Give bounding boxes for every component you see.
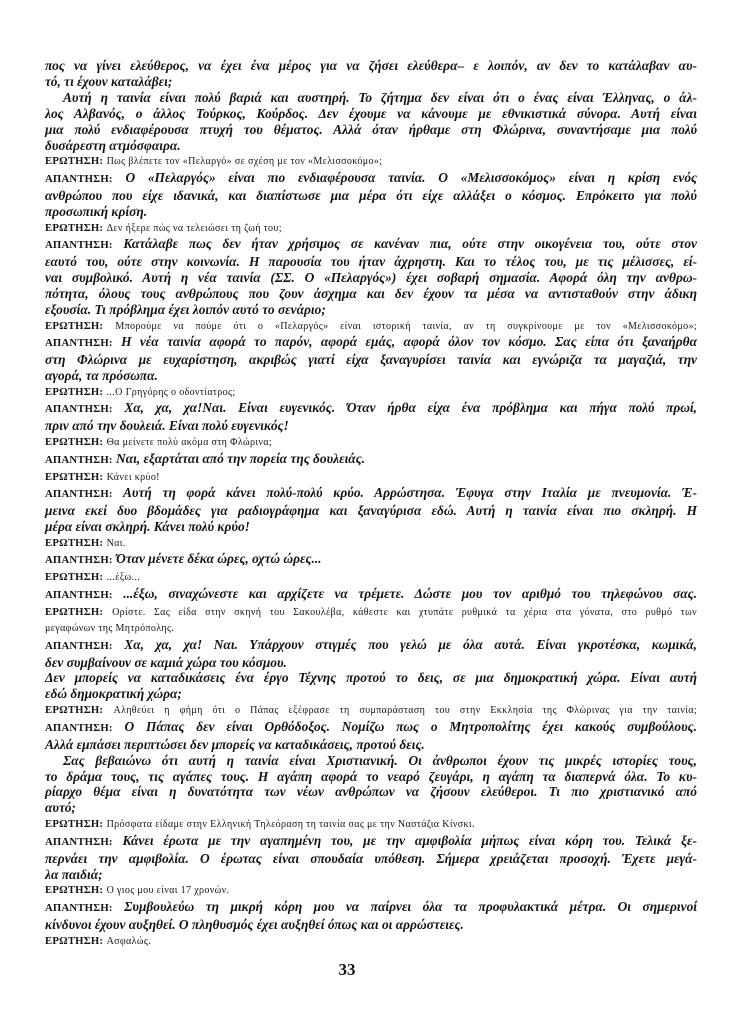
- answer-text: Όταν μένετε δέκα ώρες, οχτώ ώρες...: [116, 551, 322, 567]
- question-text: Ο γιος μου είναι 17 χρονών.: [106, 885, 230, 897]
- question: [45, 702, 697, 719]
- text-line: [45, 816, 697, 833]
- answer: [45, 236, 697, 318]
- question: [45, 318, 697, 335]
- answer-text: Ο Πάπας δεν είναι Ορθόδοξος. Νομίζω πως ο Μητροπολίτης έχει κακούς συμβούλους.: [124, 718, 697, 734]
- text-line: [45, 236, 697, 254]
- text-line: [45, 604, 697, 621]
- text-line: [45, 551, 697, 569]
- text-line: δεν συμβαίνουν σε καμιά χώρα του κόσμου.: [45, 654, 287, 670]
- text-line: μια πολύ ενδιαφέρουσα πτυχή του θέματος. Αλλά όταν ήρθαμε στη Φλώρινα, συναντήσαμε μια πολύ: [45, 121, 697, 137]
- text-line: [45, 569, 697, 586]
- question-label: ΕΡΩΤΗΣΗ:: [45, 536, 104, 549]
- body-paragraph: [45, 753, 697, 817]
- text-line: [45, 170, 697, 188]
- question: [45, 220, 697, 237]
- question: [45, 604, 697, 637]
- question: [45, 816, 697, 833]
- text-line: δυσάρεστη ατμόσφαιρα.: [45, 137, 181, 153]
- answer-label: ΑΠΑΝΤΗΣΗ:: [45, 721, 113, 734]
- question-text: Θα μείνετε πολύ ακόμα στη Φλώρινα;: [106, 437, 273, 449]
- text-line: λα παιδιά;: [45, 866, 103, 882]
- question-text: Ναι.: [106, 537, 126, 549]
- question-label: ΕΡΩΤΗΣΗ:: [45, 436, 104, 449]
- question-text: ...Ο Γρηγόρης ο οδοντίατρος;: [106, 386, 236, 398]
- text-line: [45, 899, 697, 917]
- question-text: Μπορούμε να πούμε ότι ο «Πελαργός» είναι ιστορική ταινία, αν τη συγκρίνουμε με τον «Μελισσοκόμο»;: [115, 320, 697, 332]
- answer: [45, 586, 697, 604]
- question-text: ...έξω...: [106, 572, 141, 584]
- text-line: ανθρώπου που είχε ιδανικά, και διαπίστωσε μια μέρα ότι είχε αλλάξει ο κόσμος. Επρόκειτο για πολύ: [45, 187, 697, 203]
- answer-label: ΑΠΑΝΤΗΣΗ:: [45, 901, 113, 914]
- text-line: [45, 933, 697, 950]
- text-line: ναι συμβολικό. Αυτή η νέα ταινία (ΣΣ. Ο «Πελαργός») έχει σοβαρή σημασία. Αφορά όλη την ανθρω-: [45, 269, 697, 285]
- answer-label: ΑΠΑΝΤΗΣΗ:: [45, 554, 113, 567]
- text-line: κίνδυνοι έχουν αυξηθεί. Ο πληθυσμός έχει αυξηθεί όπως και οι αρρώστειες.: [45, 916, 464, 932]
- text-line: ρίαρχο θέμα είναι η δυνατότητα των νέων ανθρώπων να ζήσουν ελεύθεροι. Τι πιο χριστιανικό από: [45, 784, 697, 800]
- answer: [45, 833, 697, 883]
- question-label: ΕΡΩΤΗΣΗ:: [45, 818, 104, 831]
- question: [45, 535, 697, 552]
- answer: [45, 334, 697, 384]
- question-label: ΕΡΩΤΗΣΗ:: [45, 385, 104, 398]
- answer-label: ΑΠΑΝΤΗΣΗ:: [45, 835, 113, 848]
- text-line: εδώ δημοκρατική χώρα;: [45, 686, 182, 702]
- answer-text: Συμβουλεύω τη μικρή κόρη μου να παίρνει όλα τα προφυλακτικά μέτρα. Οι σημερινοί: [124, 898, 697, 914]
- text-line: εαυτό του, ούτε στην κοινωνία. Η παρουσία του ήταν άχρηστη. Και το τέλος του, με τις μέλισσες, εί-: [45, 254, 697, 270]
- question-label: ΕΡΩΤΗΣΗ:: [45, 934, 104, 947]
- answer-text: Χα, χα, χα!Ναι. Είναι ευγενικός. Όταν ήρθα είχα ένα πρόβλημα και πήγα πολύ πρωί,: [124, 400, 697, 416]
- text-line: [45, 334, 697, 352]
- answer: [45, 551, 697, 569]
- question-text: Πρόσφατα είδαμε στην Ελληνική Τηλεόραση τη ταινία σας με την Ναστάζια Κίνσκι.: [106, 819, 475, 831]
- question: [45, 384, 697, 401]
- text-line: [45, 384, 697, 401]
- question-text: Ορίστε. Σας είδα στην σκηνή του Σακουλέβα, κάθεστε και χτυπάτε ρυθμικά τα χέρια στα γόνατα, στο ρυθμό των: [112, 606, 697, 618]
- answer: [45, 485, 697, 535]
- answer-text: Η νέα ταινία αφορά το παρόν, αφορά εμάς, αφορά όλον τον κόσμο. Σας είπα ότι ξαναήρθα: [121, 334, 697, 350]
- text-line: [45, 400, 697, 418]
- question: [45, 569, 697, 586]
- text-line: [45, 153, 697, 170]
- question-label: ΕΡΩΤΗΣΗ:: [45, 571, 104, 584]
- answer-label: ΑΠΑΝΤΗΣΗ:: [45, 488, 113, 501]
- text-line: [45, 719, 697, 737]
- text-line: [45, 451, 697, 469]
- text-line: πος να γίνει ελεύθερος, να έχει ένα μέρος για να ζήσει ελεύθερα– ε λοιπόν, αν δεν το κατάλαβαν αυ-: [45, 58, 697, 73]
- answer-text: Κατάλαβε πως δεν ήταν χρήσιμος σε κανέναν πια, ούτε στην οικογένεια του, ούτε στον: [123, 236, 697, 252]
- answer-label: ΑΠΑΝΤΗΣΗ:: [45, 337, 113, 350]
- question-text: Κάνει κρύο!: [106, 471, 160, 483]
- text-line: αγορά, τα πρόσωπα.: [45, 368, 158, 383]
- text-line: μέρα είναι σκληρή. Κάνει πολύ κρύο!: [45, 518, 250, 534]
- text-line: Δεν μπορείς να καταδικάσεις ένα έργο Τέχνης προτού το δεις, σε μια δημοκρατική χώρα. Είναι αυτή: [45, 670, 697, 686]
- text-line: [45, 702, 697, 719]
- question-text: Ασφαλώς.: [106, 935, 152, 947]
- answer-text: Χα, χα, χα! Ναι. Υπάρχουν στιγμές που γελώ με όλα αυτά. Είναι γκροτέσκα, κωμικά,: [124, 636, 697, 652]
- text-line: [45, 220, 697, 237]
- body-paragraph: [45, 90, 697, 154]
- text-line: [45, 637, 697, 655]
- answer-label: ΑΠΑΝΤΗΣΗ:: [45, 588, 113, 601]
- answer: [45, 400, 697, 434]
- text-line: [45, 535, 697, 552]
- text-line: [45, 620, 697, 637]
- answer: [45, 719, 697, 753]
- answer-label: ΑΠΑΝΤΗΣΗ:: [45, 403, 113, 416]
- answer: [45, 899, 697, 933]
- answer: [45, 170, 697, 220]
- answer-text: Ο «Πελαργός» είναι πιο ενδιαφέρουσα ταινία. Ο «Μελισσοκόμος» είναι η κρίση ενός: [125, 169, 697, 185]
- continued-paragraph: [45, 58, 697, 90]
- text-line: στη Φλώρινα με ευχαρίστηση, ακριβώς γιατί είχα ξαναγυρίσει ταινία και εγνώριζα τα μαγαζιά, την: [45, 352, 697, 368]
- question: [45, 882, 697, 899]
- body-paragraph: [45, 670, 697, 702]
- question-label: ΕΡΩΤΗΣΗ:: [45, 605, 104, 618]
- question-label: ΕΡΩΤΗΣΗ:: [45, 319, 104, 332]
- question-label: ΕΡΩΤΗΣΗ:: [45, 884, 104, 897]
- question: [45, 153, 697, 170]
- text-line: Αλλά εμπάσει περιπτώσει δεν μπορείς να καταδικάσεις, προτού δεις.: [45, 736, 425, 752]
- text-line: προσωπική κρίση.: [45, 203, 148, 219]
- question: [45, 434, 697, 451]
- answer-text: Κάνει έρωτα με την αγαπημένη του, με την αμφιβολία μήπως είναι κόρη του. Τελικά ξε-: [122, 832, 697, 848]
- text-line: πριν από την δουλειά. Είναι πολύ ευγενικός!: [45, 418, 289, 434]
- text-line: περνάει την αμφιβολία. Ο έρωτας είναι σπουδαία υπόθεση. Σήμερα χρειάζεται προσοχή. Έχετε μεγά-: [45, 850, 697, 866]
- question: [45, 933, 697, 950]
- text-line: μεινα εκεί δυο βδομάδες για ραδιογράφημα και ξαναγύρισα εδώ. Αυτή η ταινία είναι πιο σκληρή. Η: [45, 503, 697, 519]
- question-label: ΕΡΩΤΗΣΗ:: [45, 155, 104, 168]
- answer: [45, 451, 697, 469]
- answer-label: ΑΠΑΝΤΗΣΗ:: [45, 239, 113, 252]
- answer-label: ΑΠΑΝΤΗΣΗ:: [45, 172, 113, 185]
- answer-label: ΑΠΑΝΤΗΣΗ:: [45, 639, 113, 652]
- text-line: αυτό;: [45, 800, 76, 816]
- text-line: εξουσία. Τι πρόβλημα έχει λοιπόν αυτό το σενάριο;: [45, 301, 326, 317]
- answer-text: Αυτή τη φορά κάνει πολύ-πολύ κρύο. Αρρώστησα. Έφυγα στην Ιταλία με πνευμονία. Έ-: [122, 485, 697, 501]
- interview-text: [45, 58, 697, 949]
- question-text: Αληθεύει η φήμη ότι ο Πάπας εξέφρασε τη συμπαράσταση του στην Εκκλησία της Φλώρινας για την ταινία;: [113, 705, 697, 717]
- text-line: [45, 586, 697, 604]
- question-text: Δεν ήξερε πώς να τελειώσει τη ζωή του;: [106, 222, 282, 234]
- question-label: ΕΡΩΤΗΣΗ:: [45, 704, 104, 717]
- text-line: [45, 434, 697, 451]
- text-line: [45, 882, 697, 899]
- text-line: Αυτή η ταινία είναι πολύ βαριά και αυστηρή. Το ζήτημα δεν είναι ότι ο ένας είναι Έλληνας, ο άλ-: [63, 89, 697, 105]
- answer-label: ΑΠΑΝΤΗΣΗ:: [45, 453, 113, 466]
- question-label: ΕΡΩΤΗΣΗ:: [45, 221, 104, 234]
- text-line: Σας βεβαιώνω ότι αυτή η ταινία είναι Χριστιανική. Οι άνθρωποι έχουν τις μικρές ιστορίες τους,: [63, 752, 697, 768]
- text-line: [45, 469, 697, 486]
- text-line: [45, 318, 697, 335]
- page-number: 33: [338, 960, 356, 979]
- question-text: Πως βλέπετε τον «Πελαργό» σε σχέση με τον «Μελισσοκόμο»;: [106, 156, 383, 168]
- text-line: [45, 485, 697, 503]
- answer-text: ...έξω, σιναχώνεστε και αρχίζετε να τρέμετε. Δώστε μου τον αριθμό του τηλεφώνου σας.: [123, 585, 697, 601]
- text-line: λος Αλβανός, ο άλλος Τούρκος, Κούρδος. Δεν έχουμε να κάνουμε με εθνικιστικά σύνορα. Αυτή είναι: [45, 105, 697, 121]
- question-text: μεγαφώνων της Μητρόπολης.: [45, 623, 175, 635]
- question: [45, 469, 697, 486]
- answer-text: Ναι, εξαρτάται από την πορεία της δουλειάς.: [116, 450, 366, 466]
- text-line: το δράμα τους, τις αγάπες τους. Η αγάπη αφορά το νεαρό ζευγάρι, η αγάπη τα διαπερνά όλα. Το κυ-: [45, 768, 697, 784]
- answer: [45, 637, 697, 671]
- text-line: τό, τι έχουν καταλάβει;: [45, 73, 173, 89]
- question-label: ΕΡΩΤΗΣΗ:: [45, 470, 104, 483]
- text-line: πότητα, όλους τους ανθρώπους που ζουν άσχημα και δεν έχουν τα μέσα να αντισταθούν στην άδικη: [45, 285, 697, 301]
- text-line: [45, 833, 697, 851]
